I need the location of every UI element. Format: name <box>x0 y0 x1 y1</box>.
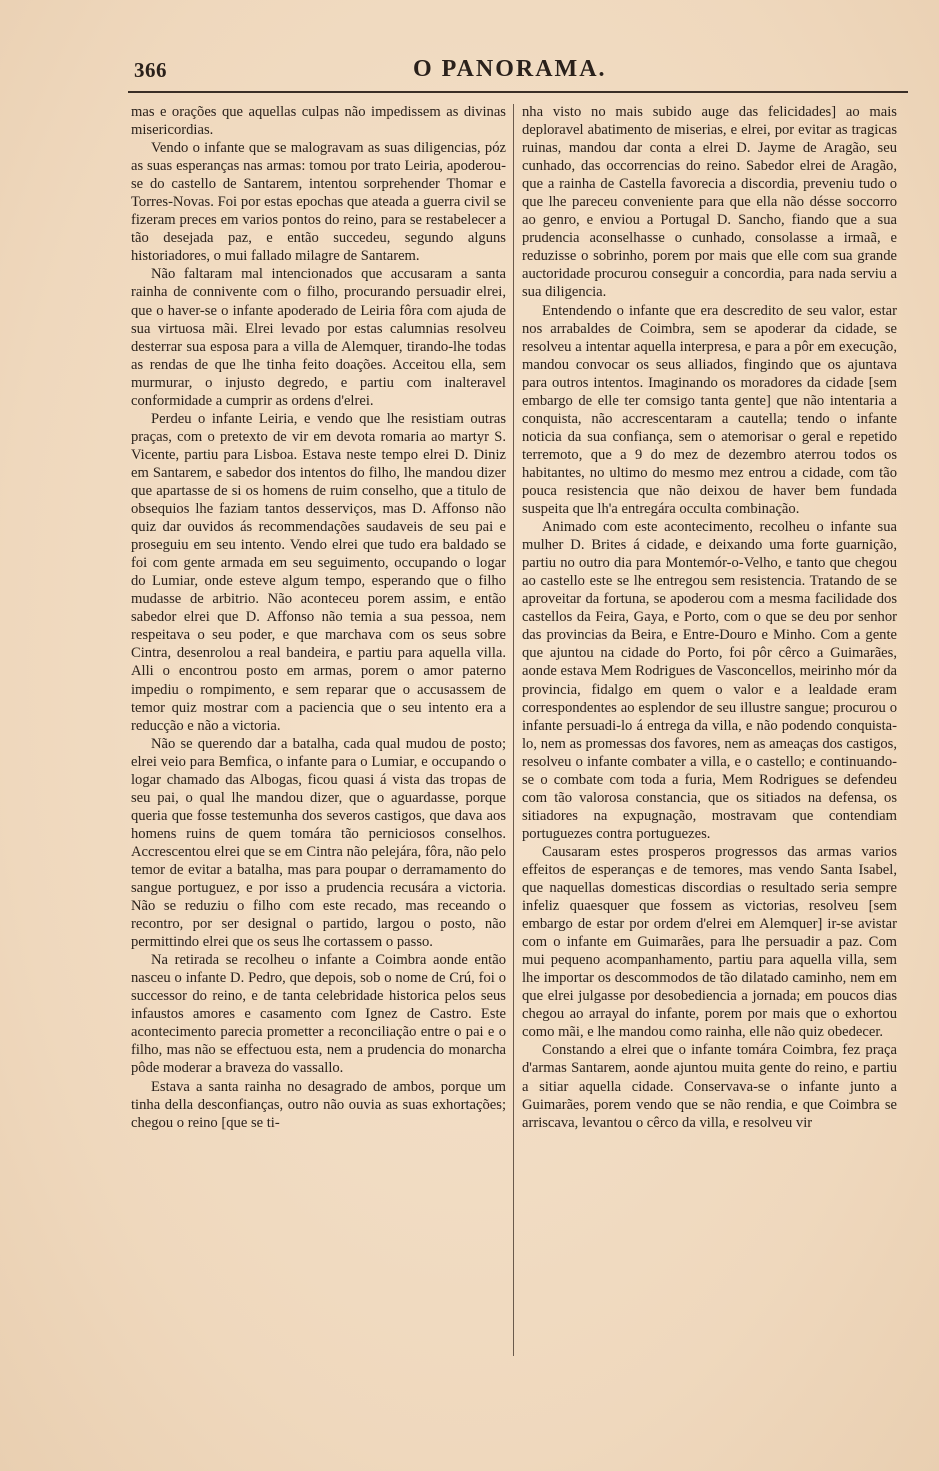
left-column <box>131 103 506 1132</box>
paragraph: Vendo o infante que se malogravam as suas diligencias, póz as suas esperanças nas armas: tomou por trato Leiria, apoderou-se do castello de Santarem, intentou sorprehender Thomar e Torres-Novas. Foi por estas epochas que ateada a guerra civil se fizeram preces em varios pontos do reino, para se restabelecer a tão desejada paz, e então succedeu, segundo alguns historiadores, o mui fallado milagre de Santarem. <box>131 140 506 265</box>
paragraph: Perdeu o infante Leiria, e vendo que lhe resistiam outras praças, com o pretexto de vir em devota romaria ao martyr S. Vicente, partiu para Lisboa. Estava neste tempo elrei D. Diniz em Santarem, e sabedor dos intentos do filho, lhe mandou dizer que apartasse de si os homens de ruim conselho, que a titulo de obsequios lhe faziam tantos desserviços, mas D. Affonso não quiz dar ouvidos ás recommendações saudaveis de seu pai e proseguiu em seu intento. Vendo elrei que tudo era baldado se foi com gente armada em seu seguimento, occupando o logar do Lumiar, onde esteve algum tempo, esperando que o filho mudasse de arbitrio. Não aconteceu porem assim, e então sabedor elrei que D. Affonso não temia a sua pessoa, nem respeitava o seu poder, e que marchava com os seus sobre Cintra, desenrolou a real bandeira, e partiu para aquella villa. Alli o encontrou posto em armas, porem o amor paterno impediu o rompimento, e sem reparar que o accusassem de temor quiz mostrar com a paciencia que o seu intento era a reducção e não a victoria. <box>131 410 506 734</box>
paragraph: Estava a santa rainha no desagrado de ambos, porque um tinha della desconfianças, outro não ouvia as suas exhortações; chegou o reino [que se ti- <box>131 1078 506 1131</box>
paragraph: mas e orações que aquellas culpas não impedissem as divinas misericordias. <box>131 104 506 139</box>
right-column <box>522 103 897 1132</box>
paragraph: Não faltaram mal intencionados que accusaram a santa rainha de connivente com o filho, procurando persuadir elrei, que o haver-se o infante apoderado de Leiria fôra com ajuda de sua virtuosa mãi. Elrei levado por estas calumnias resolveu desterrar sua esposa para a villa de Alemquer, tirando-lhe todas as rendas de que lhe tinha feito doações. Acceitou ella, sem murmurar, o injusto degredo, e partiu com inalteravel conformidade a cumprir as ordens d'elrei. <box>131 266 506 409</box>
paragraph: Causaram estes prosperos progressos das armas varios effeitos de esperanças e de temores, mas vendo Santa Isabel, que naquellas domesticas discordias o resultado seria sempre infeliz quaesquer que fossem as victorias, resolveu [sem embargo de estar por ordem d'elrei em Alemquer] ir-se avistar com o infante em Guimarães, para lhe persuadir a paz. Com mui pequeno acompanhamento, partiu para aquella villa, sem lhe importar os descommodos de tão dilatado caminho, nem em que elrei julgasse por desobediencia a jornada; em poucos dias chegou ao arrayal do infante, porem por mais que o exhortou como mãi, e lhe mandou como rainha, elle não quiz obedecer. <box>522 843 897 1041</box>
paragraph: nha visto no mais subido auge das felicidades] ao mais deploravel abatimento de miserias, e elrei, por evitar as tragicas ruinas, mandou dar conta a elrei D. Jayme de Aragão, seu cunhado, das occorrencias do reino. Sabedor elrei de Aragão, que a rainha de Castella favorecia a discordia, preveniu tudo o que lhe pareceu conveniente para que ella não désse soccorro ao genro, e enviou a Portugal D. Sancho, fiando que a sua prudencia aconselhasse o cunhado, consolasse a irmaã, e reduzisse o sobrinho, porem por mais que elle com sua grande auctoridade procurou conseguir a concordia, para nada serviu a sua diligencia. <box>522 104 897 301</box>
header-rule <box>128 91 908 93</box>
column-divider <box>513 104 514 1356</box>
paragraph: Animado com este acontecimento, recolheu o infante sua mulher D. Brites á cidade, e deixando uma forte guarnição, partiu no outro dia para Montemór-o-Velho, e tanto que chegou ao castello este se lhe entregou sem resistencia. Tratando de se aproveitar da fortuna, se apoderou com a mesma facilidade dos castellos da Feira, Gaya, e Porto, com o que se deu por senhor das provincias da Beira, e Entre-Douro e Minho. Com a gente que ajuntou na cidade do Porto, foi pôr cêrco a Guimarães, aonde estava Mem Rodrigues de Vasconcellos, meirinho mór da provincia, fidalgo em quem o valor e a lealdade eram correspondentes ao esplendor de seu illustre sangue; procurou o infante persuadi-lo á entrega da villa, e não podendo conquista-lo, nem as promessas dos favores, nem as ameaças dos castigos, resolveu o infante combater a villa, e o castello; e continuando-se o combate com toda a furia, Mem Rodrigues se defendeu com tão valorosa constancia, que os sitiados na defensa, os sitiadores na expugnação, mostravam que contendiam portuguezes contra portuguezes. <box>522 519 897 842</box>
paragraph: Na retirada se recolheu o infante a Coimbra aonde então nasceu o infante D. Pedro, que depois, sob o nome de Crú, foi o successor do reino, e de tanta celebridade historica pelos seus infaustos amores e casamento com Ignez de Castro. Este acontecimento parecia prometter a reconciliação entre o pai e o filho, mas não se effectuou esta, nem a prudencia do monarcha pôde moderar a braveza do vassallo. <box>131 952 506 1077</box>
paragraph: Não se querendo dar a batalha, cada qual mudou de posto; elrei veio para Bemfica, o infante para o Lumiar, e occupando o logar chamado das Albogas, ficou quasi á vista das tropas de seu pai, o qual lhe mandou dizer, que o aguardasse, porque queria que fosse testemunha dos severos castigos, que dava aos homens ruins de quem tomára tão perniciosos conselhos. Accrescentou elrei que se em Cintra não pelejára, fôra, não pelo temor de evitar a batalha, mas para poupar o derramamento do sangue portuguez, e por isso a prudencia recusára a victoria. Não se reduziu o filho com este recado, mas receando o recontro, por ser designal o partido, largou o posto, não permittindo elrei que os seus lhe cortassem o passo. <box>131 735 506 951</box>
page-header <box>128 56 908 90</box>
journal-title: O PANORAMA. <box>413 56 607 82</box>
page-number: 366 <box>134 58 167 82</box>
paragraph: Constando a elrei que o infante tomára Coimbra, fez praça d'armas Santarem, aonde ajuntou muita gente do reino, e partiu a sitiar aquella cidade. Conservava-se o infante junto a Guimarães, porem vendo que se não rendia, e que Coimbra se arriscava, levantou o cêrco da villa, e resolveu vir <box>522 1042 897 1131</box>
paragraph: Entendendo o infante que era descredito de seu valor, estar nos arrabaldes de Coimbra, sem se apoderar da cidade, se resolveu a intentar aquella interpresa, e para a pôr em execução, mandou convocar os seus alliados, fingindo que os ajuntava para outros intentos. Imaginando os moradores da cidade [sem embargo de elle ter comsigo tanta gente] que não intentaria a conquista, não accrescentaram a cautella; tendo o infante noticia da sua confiança, sem o atemorisar o geral e repetido terremoto, que a 9 do mez de dezembro aterrou todos os habitantes, no ultimo do mesmo mez entrou a cidade, com tão pouca resistencia que não deixou de haver bem fundada suspeita que lh'a entregára occulta combinação. <box>522 302 897 518</box>
